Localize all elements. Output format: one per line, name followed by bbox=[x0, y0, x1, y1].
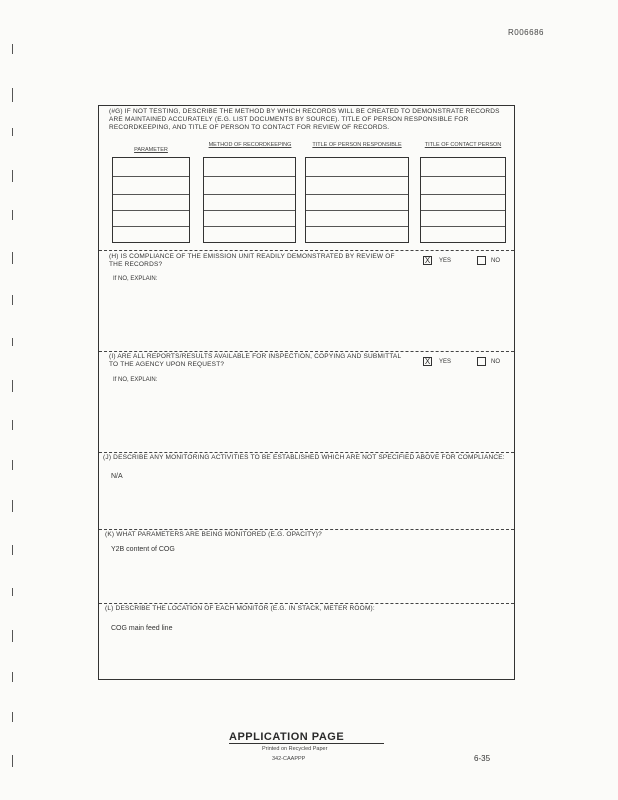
contacts-section-text: (#G) IF NOT TESTING, DESCRIBE THE METHOD BY WHICH RECORDS WILL BE CREATED TO DEMONSTRATE RECORDS ARE MAINTAINED ACCURATELY (E.G. LIST DOCUMENTS BY SOURCE). TITLE OF PERSON RESPONSIBLE FOR RECORDKEEPING, AND TITLE OF PERSON TO CONTACT FOR REVIEW OF RECORDS. bbox=[109, 108, 500, 131]
edge-mark bbox=[12, 460, 16, 470]
reports-yes-label: YES bbox=[439, 359, 452, 365]
edge-mark bbox=[12, 672, 16, 682]
column-header-contact-person: TITLE OF CONTACT PERSON bbox=[424, 142, 502, 148]
parameters-answer: Y2B content of COG bbox=[111, 546, 175, 553]
edge-mark bbox=[12, 380, 16, 392]
footer-subtitle: Printed on Recycled Paper bbox=[262, 746, 328, 752]
edge-mark bbox=[12, 588, 16, 596]
compliance-no-label: NO bbox=[491, 258, 500, 264]
application-form bbox=[98, 105, 515, 680]
edge-mark bbox=[12, 170, 16, 182]
person-responsible-column[interactable] bbox=[305, 157, 409, 243]
reports-answer: If NO, EXPLAIN: bbox=[113, 377, 158, 383]
document-id: R006686 bbox=[508, 28, 544, 37]
reports-no-label: NO bbox=[491, 359, 500, 365]
compliance-yes-label: YES bbox=[439, 258, 452, 264]
edge-mark bbox=[12, 712, 16, 722]
edge-mark bbox=[12, 420, 16, 430]
edge-mark bbox=[12, 210, 16, 220]
reports-no-checkbox[interactable] bbox=[477, 357, 486, 366]
edge-mark bbox=[12, 252, 16, 264]
footer-title: APPLICATION PAGE bbox=[229, 731, 384, 744]
column-header-parameter: PARAMETER bbox=[134, 147, 168, 153]
compliance-no-checkbox[interactable] bbox=[477, 256, 486, 265]
edge-mark bbox=[12, 295, 16, 305]
edge-mark bbox=[12, 128, 16, 136]
location-question: (L) DESCRIBE THE LOCATION OF EACH MONITOR (E.G. IN STACK, METER ROOM): bbox=[105, 605, 375, 612]
edge-mark bbox=[12, 755, 16, 767]
contact-person-column[interactable] bbox=[420, 157, 506, 243]
parameters-question: (K) WHAT PARAMETERS ARE BEING MONITORED (E.G. OPACITY)? bbox=[105, 531, 322, 538]
compliance-question: (H) IS COMPLIANCE OF THE EMISSION UNIT READILY DEMONSTRATED BY REVIEW OF THE RECORDS? bbox=[109, 253, 395, 268]
edge-mark bbox=[12, 44, 16, 54]
edge-mark bbox=[12, 630, 16, 642]
compliance-answer: If NO, EXPLAIN: bbox=[113, 276, 158, 282]
column-header-person-responsible: TITLE OF PERSON RESPONSIBLE bbox=[312, 142, 402, 148]
edge-mark bbox=[12, 500, 16, 512]
reports-yes-checkbox[interactable]: X bbox=[424, 357, 431, 366]
reports-question: (I) ARE ALL REPORTS/RESULTS AVAILABLE FOR INSPECTION, COPYING AND SUBMITTAL TO THE AGENCY UPON REQUEST? bbox=[109, 353, 402, 368]
footer-form-code: 342-CAAPPP bbox=[272, 756, 306, 762]
parameter-column[interactable] bbox=[112, 157, 190, 243]
edge-mark bbox=[12, 88, 16, 102]
edge-mark bbox=[12, 545, 16, 555]
page-number: 6-35 bbox=[474, 754, 491, 763]
edge-mark bbox=[12, 338, 16, 346]
location-answer: COG main feed line bbox=[111, 625, 173, 632]
monitoring-answer: N/A bbox=[111, 473, 123, 480]
compliance-yes-checkbox[interactable]: X bbox=[424, 256, 431, 265]
method-column[interactable] bbox=[203, 157, 296, 243]
monitoring-question: (J) DESCRIBE ANY MONITORING ACTIVITIES TO BE ESTABLISHED WHICH ARE NOT SPECIFIED ABOVE FOR COMPLIANCE: bbox=[103, 454, 505, 461]
column-header-method: METHOD OF RECORDKEEPING bbox=[208, 142, 292, 148]
